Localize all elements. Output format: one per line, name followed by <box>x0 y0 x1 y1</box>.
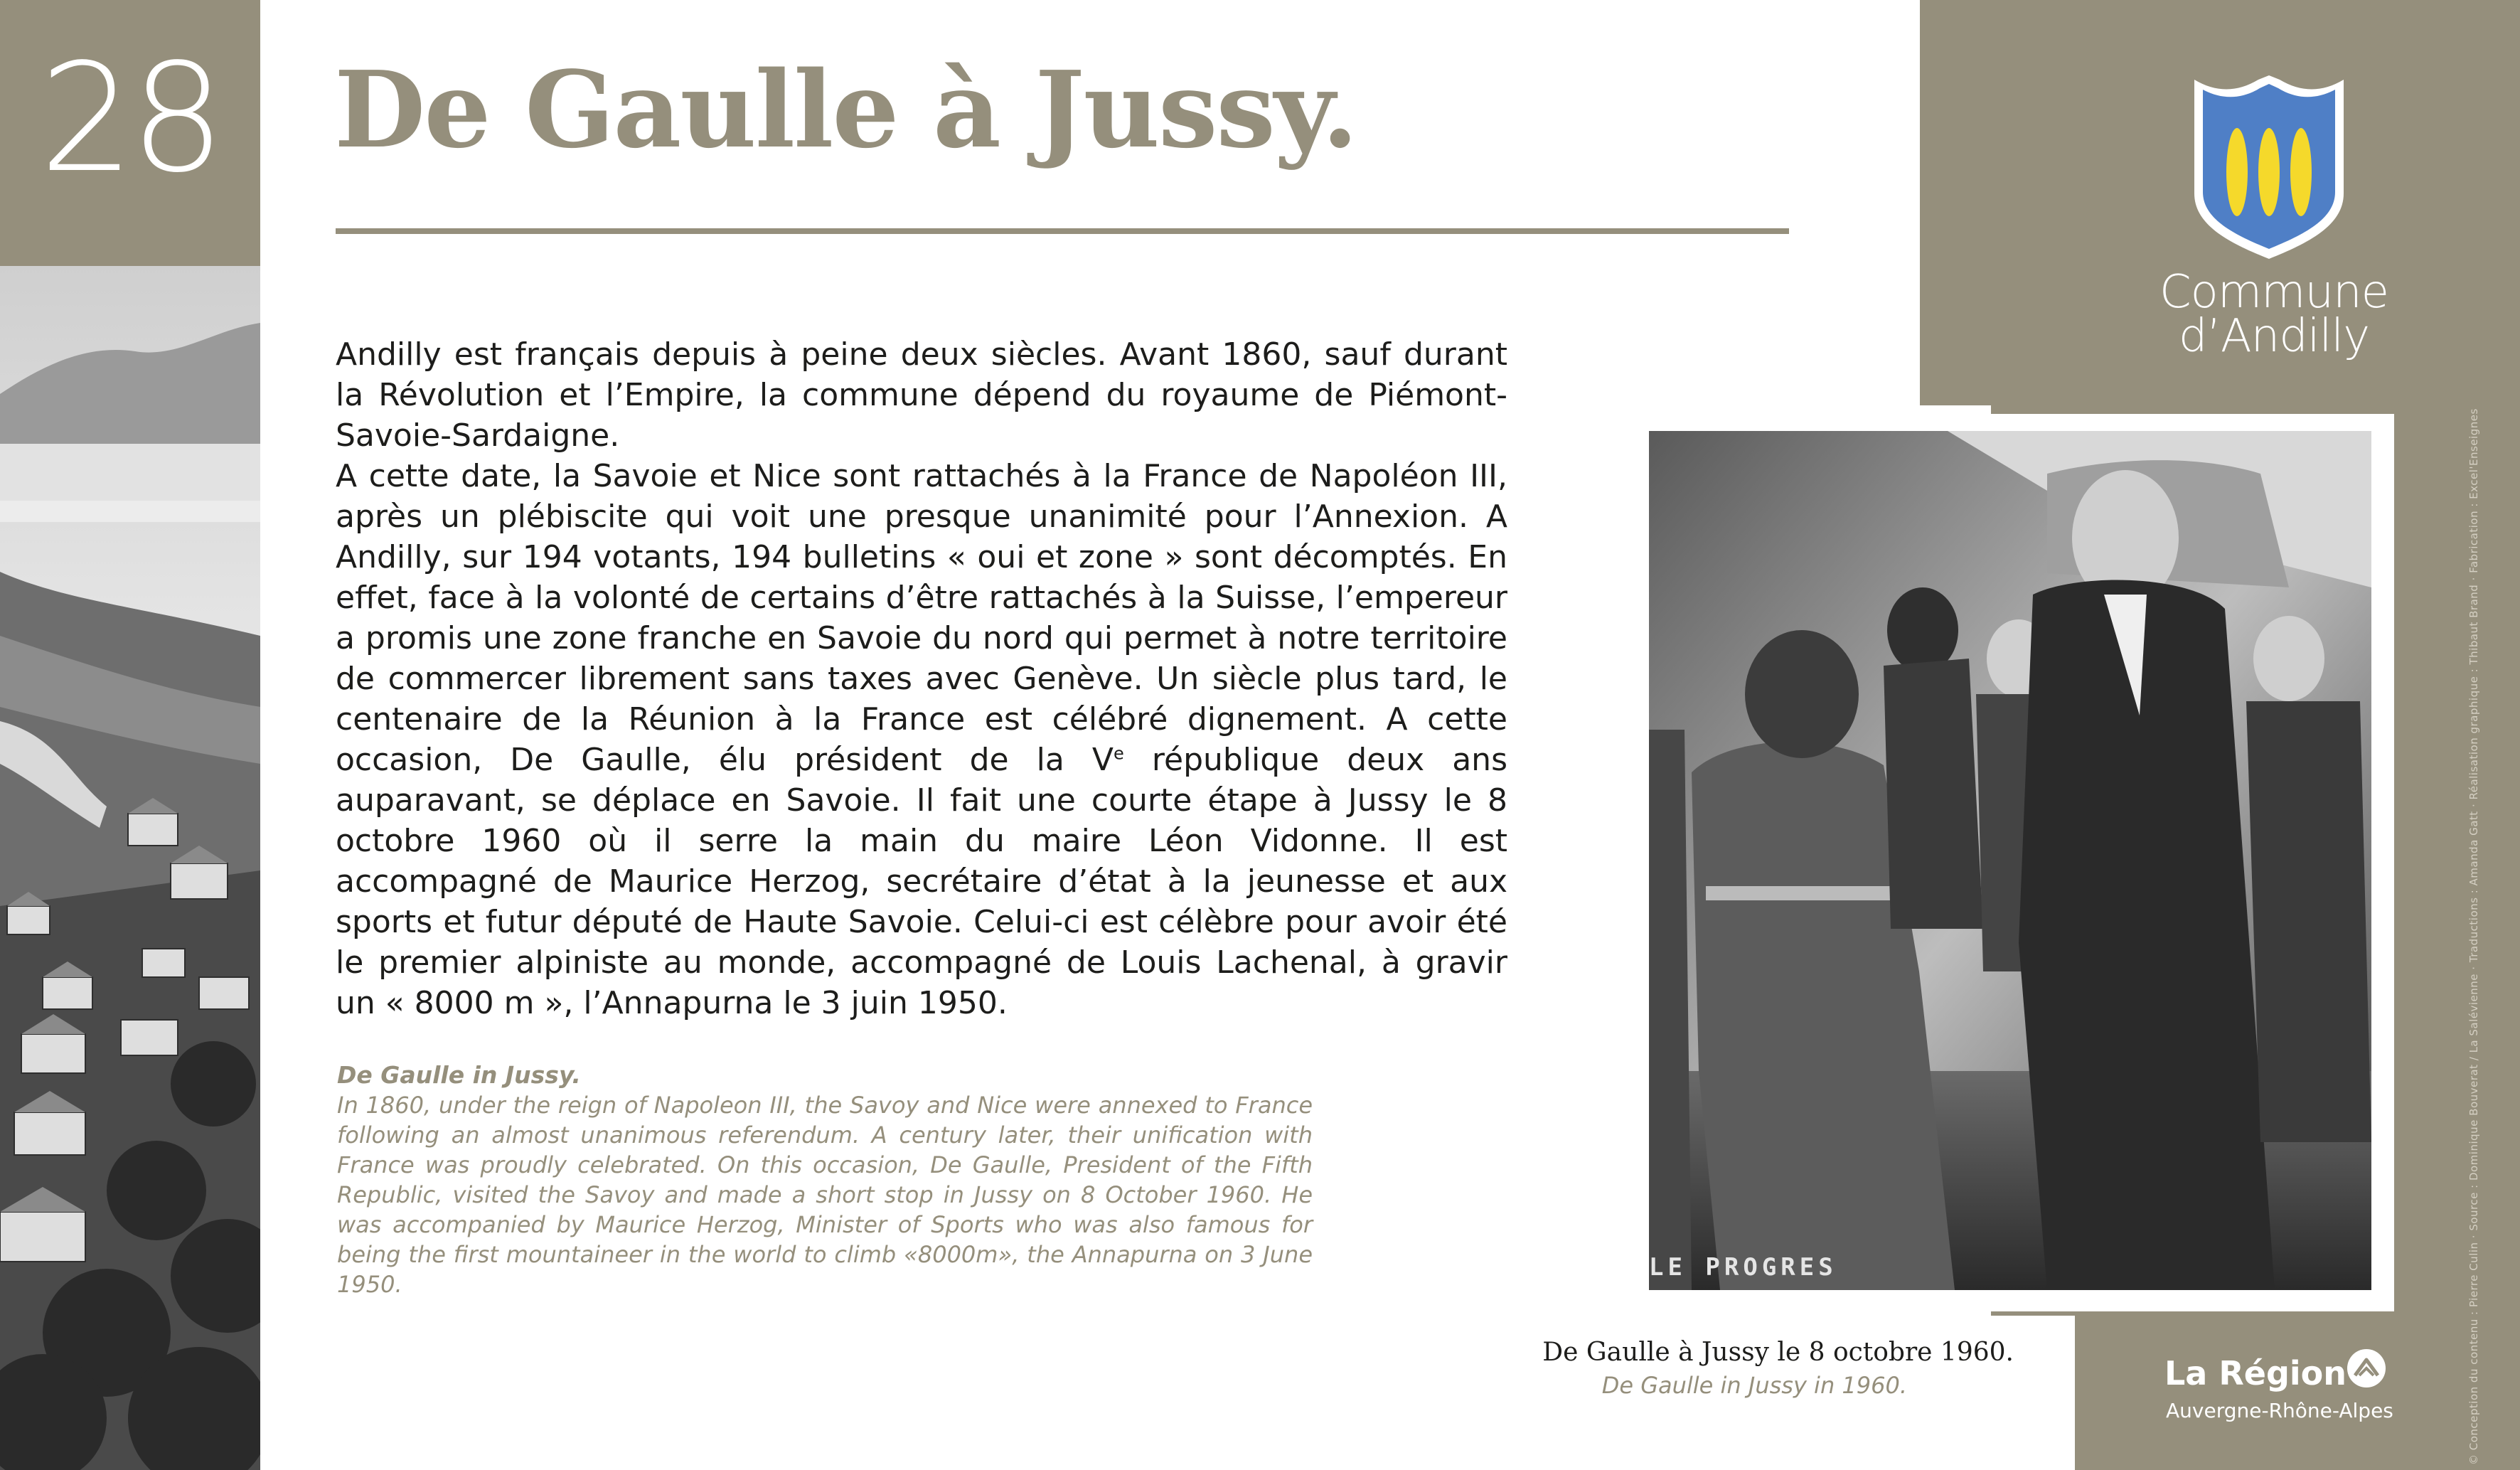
credits: © Conception du contenu : Pierre Culin · Source : Dominique Bouverat / La Salévienne · Traductions : Amanda Gatt · Réalisation graphique : Thibaut Brand · Fabrication : Excel'Enseignes <box>2467 408 2480 1465</box>
commune-crest-icon <box>2187 73 2351 261</box>
photo-caption-fr: De Gaulle à Jussy le 8 octobre 1960. <box>1542 1338 2014 1367</box>
newspaper-credit-stamp: LE PROGRES <box>1649 1253 1837 1282</box>
commune-line1: Commune <box>2159 266 2389 319</box>
region-subtitle: Auvergne-Rhône-Alpes <box>2166 1399 2393 1422</box>
main-text <box>336 334 1507 1023</box>
ordinal-superscript: e <box>1114 743 1124 764</box>
page-title: De Gaulle à Jussy. <box>334 48 1357 171</box>
commune-line2: d’Andilly <box>2178 310 2370 363</box>
paragraph-de-gaulle-part2: république deux ans auparavant, se déplace en Savoie. Il fait une courte étape à Jussy le 8 octobre 1960 où il serre la main du maire Léon Vidonne. Il est accompagné de Maurice Herzog, secrétaire d’état à la jeunesse et aux sports et futur député de Haute Savoie. Celui-ci est célèbre pour avoir été le premier alpiniste au monde, accompagné de Louis Lachenal, à gravir un « 8000 m », l’Annapurna le 3 juin 1950. <box>336 742 1507 1021</box>
region-name: La Région <box>2164 1354 2347 1392</box>
paragraph-history: Andilly est français depuis à peine deux siècles. Avant 1860, sauf durant la Révolution et l’Empire, la commune dépend du royaume de Piémont-Savoie-Sardaigne. <box>336 336 1507 454</box>
panel-number: 28 <box>39 31 221 206</box>
paragraph-de-gaulle <box>336 456 1507 1023</box>
de-gaulle-photo <box>1649 431 2371 1290</box>
commune-name <box>2133 266 2415 363</box>
paragraph-de-gaulle-part1: A cette date, la Savoie et Nice sont rattachés à la France de Napoléon III, après un plébiscite qui voit une presque unanimité pour l’Annexion. A Andilly, sur 194 votants, 194 bulletins « oui et zone » sont décomptés. En effet, face à la volonté de certains d’être rattachés à la Suisse, l’empereur a promis une zone franche en Savoie du nord qui permet à notre territoire de commercer librement sans taxes avec Genève. Un siècle plus tard, le centenaire de la Réunion à la France est célébré dignement. A cette occasion, De Gaulle, élu président de la V <box>336 458 1507 778</box>
village-landscape-photo <box>0 266 260 1470</box>
english-text: In 1860, under the reign of Napoleon III, the Savoy and Nice were annexed to France following an almost unanimous referendum. A century later, their unification with France was proudly celebrated. On this occasion, De Gaulle, President of the Fifth Republic, visited the Savoy and made a short stop in Jussy on 8 October 1960. He was accompanied by Maurice Herzog, Minister of Sports who was also famous for being the first mountaineer in the world to climb «8000m», the Annapurna on 3 June 1950. <box>337 1092 1313 1298</box>
english-title: De Gaulle in Jussy. <box>337 1061 581 1089</box>
region-mountain-icon <box>2347 1348 2386 1388</box>
photo-caption-en: De Gaulle in Jussy in 1960. <box>1601 1372 1907 1399</box>
title-divider <box>336 228 1789 234</box>
panel-number-block <box>0 0 260 266</box>
